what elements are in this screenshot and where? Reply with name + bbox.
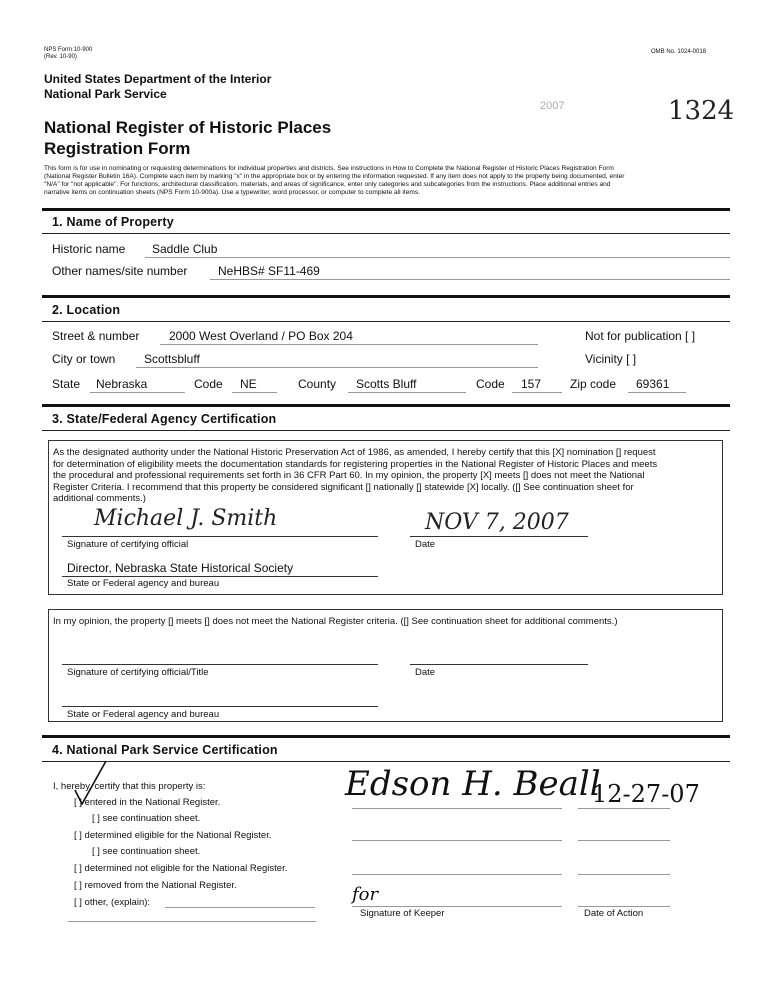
section-divider — [42, 295, 730, 298]
reference-number: 1324 — [668, 96, 735, 126]
field-underline — [210, 279, 730, 280]
signature-label: Signature of certifying official — [67, 539, 189, 550]
keeper-line — [352, 874, 562, 875]
city-label: City or town — [52, 352, 116, 366]
state-label: State — [52, 377, 81, 391]
section-divider — [42, 404, 730, 407]
form-number: NPS Form 10-900 — [44, 47, 93, 53]
county-field[interactable]: Scotts Bluff — [356, 377, 417, 391]
historic-name-field[interactable]: Saddle Club — [152, 242, 218, 256]
action-date-handwritten[interactable]: 12-27-07 — [592, 780, 700, 808]
street-label: Street & number — [52, 329, 140, 343]
vicinity-checkbox[interactable]: Vicinity [ ] — [585, 352, 637, 366]
field-underline — [136, 367, 538, 368]
zip-label: Zip code — [570, 377, 617, 391]
service-name: National Park Service — [44, 87, 167, 101]
section-divider — [42, 233, 730, 234]
other-option[interactable]: [ ] other, (explain): — [74, 897, 151, 908]
date-of-action-label: Date of Action — [584, 908, 644, 919]
date-line — [410, 664, 588, 665]
agency-label: State or Federal agency and bureau — [67, 578, 220, 589]
explain-line — [68, 921, 316, 922]
other-names-field[interactable]: NeHBS# SF11-469 — [218, 264, 320, 278]
certification-statement: As the designated authority under the National Historic Preservation Act of 1986, as amended, I hereby certify that this [X] nomination [] request for determination of eligibility meets the documentation standards for registering properties in the National Register of Historic Places and meets the procedural and professional requirements set forth in 36 CFR Part 60. In my opinion, the property [X] meets [] does not meet the National Register Criteria. I recommend that this property be considered significant [] nationally [] statewide [X] locally. ([] See continuation sheet for additional comments.) — [53, 447, 658, 504]
section1-title: 1. Name of Property — [52, 215, 174, 229]
section-divider — [42, 761, 730, 762]
signature-title-label: Signature of certifying official/Title — [67, 667, 209, 678]
section-divider — [42, 430, 730, 431]
nps-intro-text: I, hereby, certify that this property is: — [53, 781, 206, 792]
keeper-line — [352, 808, 562, 809]
section-divider — [42, 735, 730, 738]
certifying-official-signature[interactable]: Michael J. Smith — [94, 506, 278, 531]
section-divider — [42, 208, 730, 211]
received-stamp: 2007 — [540, 100, 565, 112]
eligible-option[interactable]: [ ] determined eligible for the National Register. — [74, 830, 272, 841]
field-underline — [512, 392, 562, 393]
county-code-label: Code — [476, 377, 505, 391]
explain-line — [165, 907, 315, 908]
signature-line — [62, 576, 378, 577]
for-mark-handwritten: for — [352, 884, 379, 905]
field-underline — [232, 392, 277, 393]
form-title-line1: National Register of Historic Places — [44, 118, 332, 137]
date-label: Date — [415, 667, 436, 678]
county-code-field[interactable]: 157 — [521, 377, 542, 391]
field-underline — [145, 257, 730, 258]
keeper-signature-handwritten[interactable]: Edson H. Beall — [345, 764, 601, 804]
certification-date-handwritten[interactable]: NOV 7, 2007 — [425, 510, 569, 535]
omb-number: OMB No. 1024-0018 — [651, 49, 707, 55]
section3-title: 3. State/Federal Agency Certification — [52, 412, 277, 426]
continuation-checkbox[interactable]: [ ] see continuation sheet. — [92, 813, 201, 824]
removed-option[interactable]: [ ] removed from the National Register. — [74, 880, 237, 891]
county-label: County — [298, 377, 337, 391]
not-eligible-option[interactable]: [ ] determined not eligible for the National Register. — [74, 863, 288, 874]
agency-label: State or Federal agency and bureau — [67, 709, 220, 720]
field-underline — [348, 392, 466, 393]
section2-title: 2. Location — [52, 303, 121, 317]
historic-name-label: Historic name — [52, 242, 126, 256]
section-divider — [42, 321, 730, 322]
agency-field[interactable]: Director, Nebraska State Historical Society — [67, 561, 294, 575]
street-field[interactable]: 2000 West Overland / PO Box 204 — [169, 329, 353, 343]
signature-line — [62, 664, 378, 665]
form-revision: (Rev. 10-90) — [44, 54, 77, 60]
zip-field[interactable]: 69361 — [636, 377, 670, 391]
not-for-publication-checkbox[interactable]: Not for publication [ ] — [585, 329, 696, 343]
keeper-line — [352, 840, 562, 841]
city-field[interactable]: Scottsbluff — [144, 352, 200, 366]
keeper-signature-label: Signature of Keeper — [360, 908, 445, 919]
other-names-label: Other names/site number — [52, 264, 188, 278]
department-name: United States Department of the Interior — [44, 72, 272, 86]
action-date-line — [578, 874, 670, 875]
continuation-checkbox[interactable]: [ ] see continuation sheet. — [92, 846, 201, 857]
form-instructions: This form is for use in nominating or requesting determinations for individual properties and districts. See instructions in How to Complete the National Register of Historic Places Registration Form (National Register Bulletin 16A). Complete each item by marking "x" in the appropriate box or by entering the information requested. If any item does not apply to the property being documented, enter "N/A" for "not applicable". For functions, architectural classification, materials, and areas of significance, enter only categories and subcategories from the instructions. Place additional entries and narrative items on continuation sheets (NPS Form 10-900a). Use a typewriter, word processor, or computer to complete all items. — [44, 165, 625, 196]
date-line — [410, 536, 588, 537]
entered-option[interactable]: [ ] entered in the National Register. — [74, 797, 221, 808]
form-title-line2: Registration Form — [44, 139, 191, 158]
opinion-statement: In my opinion, the property [] meets [] does not meet the National Register criteria. ([] See continuation sheet for additional comments.) — [53, 616, 618, 627]
check-mark-icon — [72, 758, 112, 810]
state-code-label: Code — [194, 377, 223, 391]
keeper-line — [352, 906, 562, 907]
action-date-line — [578, 808, 670, 809]
signature-line — [62, 536, 378, 537]
state-field[interactable]: Nebraska — [96, 377, 148, 391]
field-underline — [160, 344, 538, 345]
section4-title: 4. National Park Service Certification — [52, 743, 278, 757]
date-label: Date — [415, 539, 436, 550]
signature-line — [62, 706, 378, 707]
action-date-line — [578, 906, 670, 907]
state-code-field[interactable]: NE — [240, 377, 257, 391]
field-underline — [90, 392, 185, 393]
action-date-line — [578, 840, 670, 841]
field-underline — [628, 392, 686, 393]
